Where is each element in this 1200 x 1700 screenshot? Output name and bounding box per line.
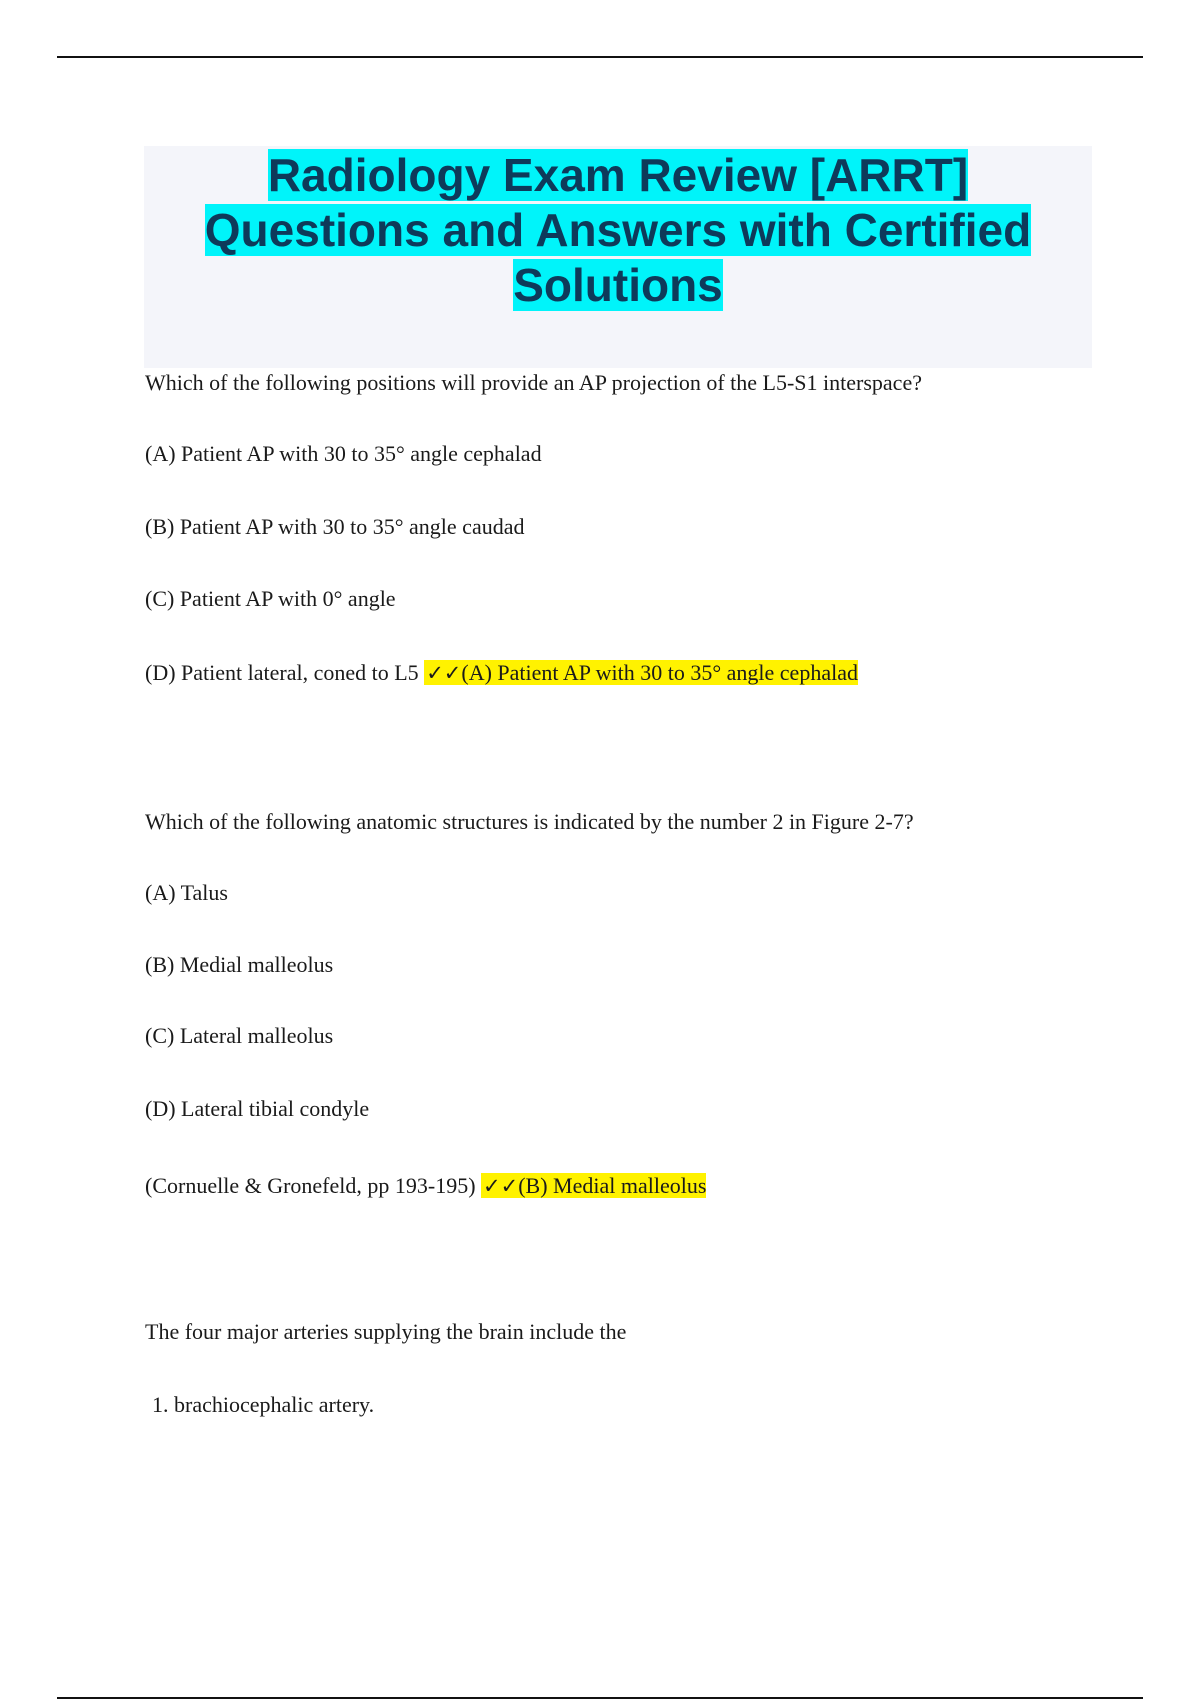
footer-rule: [57, 1697, 1143, 1699]
question-1-option-a: (A) Patient AP with 30 to 35° angle cephalad: [145, 441, 542, 466]
question-1-option-c: (C) Patient AP with 0° angle: [145, 586, 396, 611]
question-2-option-c: (C) Lateral malleolus: [145, 1023, 334, 1048]
question-2-option-d: (D) Lateral tibial condyle: [145, 1096, 370, 1121]
question-2-answer-highlight: [481, 1173, 706, 1198]
question-2-option-a: (A) Talus: [145, 880, 228, 905]
question-3-stem: The four major arteries supplying the brain include the: [145, 1319, 627, 1344]
question-1-option-d-line: [145, 659, 858, 687]
question-1-option-b: (B) Patient AP with 30 to 35° angle caudad: [145, 514, 525, 539]
check-mark-icon: ✓✓: [426, 661, 462, 685]
title-line-2: Questions and Answers with Certified: [204, 204, 1032, 256]
document-title: [144, 148, 1092, 313]
question-1-answer-highlight: [424, 660, 858, 685]
title-line-3: Solutions: [513, 259, 723, 311]
question-2-stem: Which of the following anatomic structures is indicated by the number 2 in Figure 2-7?: [145, 809, 914, 834]
question-1-stem: Which of the following positions will provide an AP projection of the L5-S1 interspace?: [145, 370, 922, 395]
question-2-answer-line: [145, 1172, 706, 1200]
check-mark-icon: ✓✓: [483, 1174, 519, 1198]
title-block: [144, 146, 1092, 368]
question-2-option-b: (B) Medial malleolus: [145, 952, 334, 977]
question-1-answer: (A) Patient AP with 30 to 35° angle cephalad: [461, 660, 858, 685]
question-2-answer: (B) Medial malleolus: [518, 1173, 707, 1198]
question-1-option-d: (D) Patient lateral, coned to L5: [145, 660, 419, 685]
header-rule: [57, 56, 1143, 58]
title-line-1: Radiology Exam Review [ARRT]: [267, 149, 969, 201]
question-2-reference: (Cornuelle & Gronefeld, pp 193-195): [145, 1173, 476, 1198]
question-3-item-1: 1. brachiocephalic artery.: [152, 1392, 375, 1417]
